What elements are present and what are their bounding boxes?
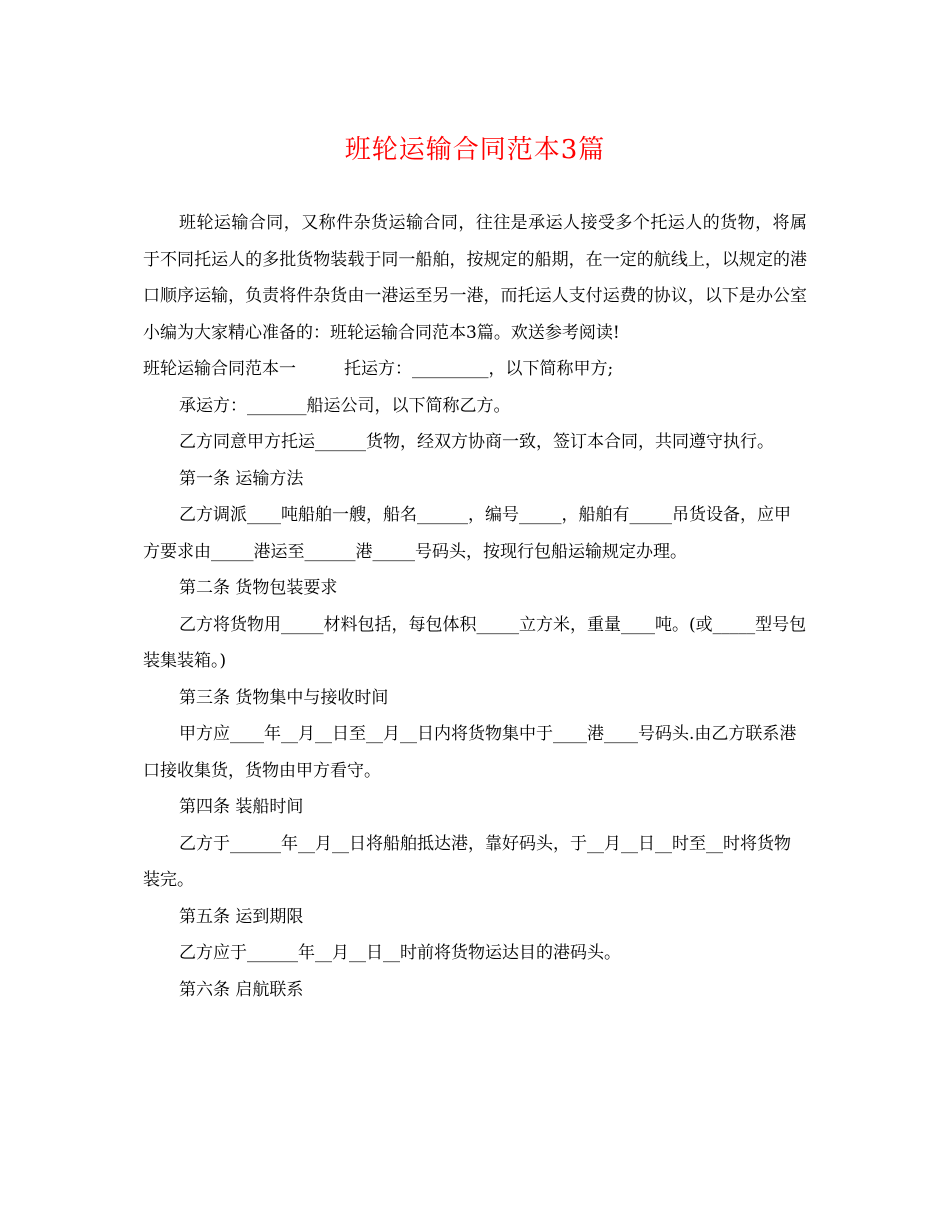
- article-2-title: 第二条 货物包装要求: [179, 578, 338, 598]
- article-3-title: 第三条 货物集中与接收时间: [179, 687, 389, 708]
- article-4-body: 乙方于______年__月__日将船舶抵达港，靠好码头，于__月__日__时至__时将货物装完。: [143, 833, 791, 890]
- article-4-title: 第四条 装船时间: [179, 797, 304, 817]
- shipper-clause: 托运方：_________，以下简称甲方;: [344, 359, 614, 379]
- document-body: [143, 205, 807, 1008]
- carrier-clause: 承运方：_______船运公司，以下简称乙方。: [179, 395, 511, 416]
- intro-paragraph: 班轮运输合同，又称件杂货运输合同，往往是承运人接受多个托运人的货物，将属于不同托运人的多批货物装载于同一船舶，按规定的船期，在一定的航线上，以规定的港口顺序运输，负责将件杂货由一港运至另一港，而托运人支付运费的协议，以下是办公室小编为大家精心准备的：班轮运输合同范本3篇。欢送参考阅读!: [143, 213, 807, 343]
- section-heading: 班轮运输合同范本一: [143, 359, 296, 379]
- article-6-title: 第六条 启航联系: [179, 979, 304, 1000]
- article-5-body: 乙方应于______年__月__日__时前将货物运达目的港码头。: [179, 943, 621, 963]
- shipper-line: [143, 351, 807, 388]
- article-5-title: 第五条 运到期限: [179, 906, 304, 927]
- agreement-paragraph: 乙方同意甲方托运______货物，经双方协商一致，签订本合同，共同遵守执行。: [179, 432, 774, 452]
- article-3-body: 甲方应____年__月__日至__月__日内将货物集中于____港____号码头.由乙方联系港口接收集货，货物由甲方看守。: [143, 724, 797, 781]
- document-title: 班轮运输合同范本3篇: [344, 135, 606, 165]
- article-1-title: 第一条 运输方法: [179, 468, 304, 489]
- article-2-body: 乙方将货物用_____材料包括，每包体积_____立方米，重量____吨。(或_____型号包装集装箱。): [143, 614, 807, 671]
- article-1-body: 乙方调派____吨船舶一艘，船名______，编号_____，船舶有_____吊货设备，应甲方要求由_____港运至______港_____号码头，按现行包船运输规定办理。: [143, 505, 791, 562]
